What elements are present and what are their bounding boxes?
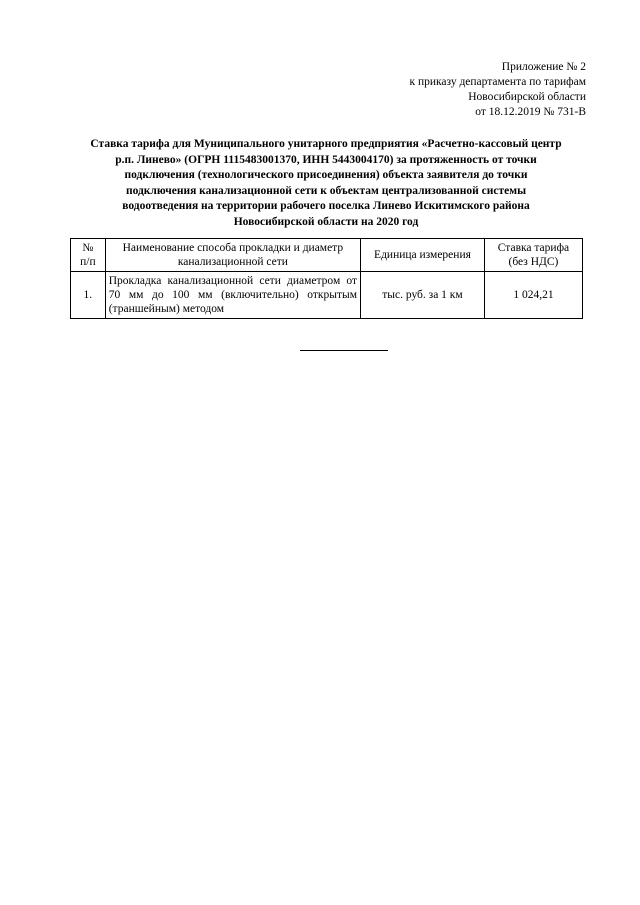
appendix-region: Новосибирской области [468,91,586,103]
title-line: Ставка тарифа для Муниципального унитарного предприятия «Расчетно-кассовый центр [90,138,562,150]
appendix-date: от 18.12.2019 № 731-В [475,106,586,118]
appendix-order-ref: к приказу департамента по тарифам [409,76,586,88]
header-number: № п/п [71,239,106,272]
header-name: Наименование способа прокладки и диаметр канализационной сети [105,239,360,272]
row-number: 1. [71,272,106,319]
row-rate: 1 024,21 [484,272,582,319]
title-line: подключения (технологического присоединения) объекта заявителя до точки [124,169,528,181]
appendix-number: Приложение № 2 [501,61,586,73]
header-rate: Ставка тарифа (без НДС) [484,239,582,272]
title-line: Новосибирской области на 2020 год [233,215,419,228]
appendix-header [409,60,586,120]
table-row [71,272,583,319]
title-line: водоотведения на территории рабочего поселка Линево Искитимского района [122,200,530,212]
tariff-table [70,238,583,319]
header-unit: Единица измерения [361,239,485,272]
separator-line [300,350,388,351]
row-name: Прокладка канализационной сети диаметром от 70 мм до 100 мм (включительно) открытым (траншейным) методом [105,272,360,319]
title-line: р.п. Линево» (ОГРН 1115483001370, ИНН 5443004170) за протяженность от точки [115,153,537,166]
table-header-row [71,239,583,272]
document-title [70,137,582,230]
row-unit: тыс. руб. за 1 км [361,272,485,319]
title-line: подключения канализационной сети к объектам централизованной системы [125,184,527,197]
